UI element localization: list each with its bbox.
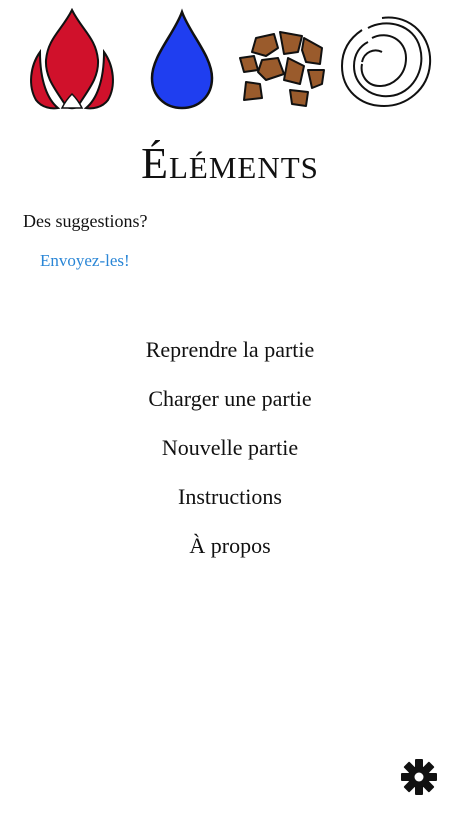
load-game-button[interactable]: Charger une partie [148,386,312,411]
fire-icon [24,8,120,114]
gear-icon[interactable] [400,758,438,796]
element-icons-row [0,8,460,114]
new-game-button[interactable]: Nouvelle partie [161,435,299,460]
resume-game-button[interactable]: Reprendre la partie [145,337,315,362]
suggestions-label: Des suggestions? [23,211,148,231]
main-menu [0,330,460,575]
app-title: Éléments [141,139,319,188]
send-suggestions-link[interactable]: Envoyez-les! [40,251,130,270]
earth-icon [232,8,328,114]
water-icon [134,8,230,114]
about-button[interactable]: À propos [189,533,271,558]
air-icon [336,8,432,114]
instructions-button[interactable]: Instructions [178,484,282,509]
